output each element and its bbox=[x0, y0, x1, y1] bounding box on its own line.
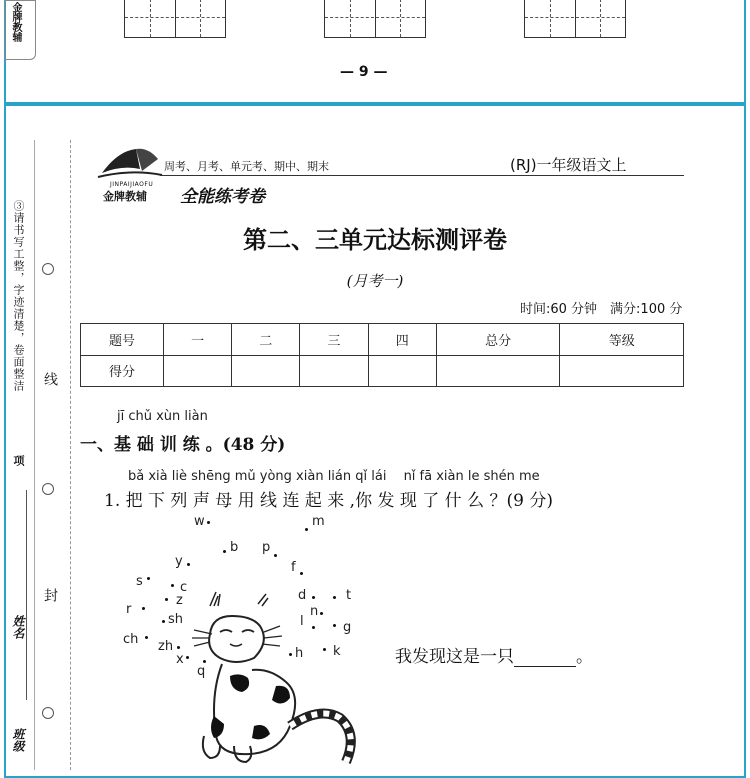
letter-b: b bbox=[230, 540, 239, 555]
logo-name: 金牌教辅 bbox=[103, 190, 147, 203]
header-cell: 二 bbox=[232, 324, 300, 356]
score-table bbox=[80, 323, 684, 387]
letter-ch: ch bbox=[123, 632, 139, 647]
answer-suffix: 。 bbox=[576, 647, 593, 667]
score-table-score-row bbox=[81, 355, 684, 387]
logo-pinyin: JINPAIJIAOFU bbox=[110, 181, 154, 188]
writing-grid-1 bbox=[124, 0, 226, 38]
section1-heading: 一、基 础 训 练 。(48 分) bbox=[80, 435, 286, 455]
letter-sh: sh bbox=[168, 612, 184, 627]
header-cell: 三 bbox=[300, 324, 368, 356]
page-number: — 9 — bbox=[340, 64, 388, 80]
score-cell[interactable] bbox=[560, 355, 684, 387]
letter-m: m bbox=[312, 514, 325, 529]
writing-grid-3 bbox=[524, 0, 626, 38]
answer-prompt bbox=[395, 642, 593, 667]
previous-side-label: 金牌教辅 bbox=[10, 2, 21, 42]
header-rule bbox=[160, 175, 684, 176]
writing-grid-2 bbox=[324, 0, 426, 38]
letter-w: w bbox=[194, 514, 205, 529]
cat-illustration bbox=[190, 586, 370, 768]
letter-f: f bbox=[291, 560, 296, 575]
binding-class-label: 班级 bbox=[11, 728, 25, 752]
letter-h: h bbox=[295, 646, 304, 661]
binding-notes: ③请书写工整，字迹清楚，卷面整洁 bbox=[12, 200, 25, 392]
score-table-header-row bbox=[81, 324, 684, 356]
page-subtitle: (月考一) bbox=[346, 272, 404, 290]
binding-item-label: 项 bbox=[12, 455, 25, 466]
answer-blank[interactable] bbox=[514, 650, 576, 667]
question1-text: 1. 把 下 列 声 母 用 线 连 起 来 ,你 发 现 了 什 么 ？(9 分) bbox=[104, 491, 553, 511]
score-cell[interactable] bbox=[164, 355, 232, 387]
letter-n: n bbox=[310, 604, 319, 619]
binding-seal-label: 封 bbox=[42, 588, 58, 602]
binding-hole bbox=[42, 707, 54, 719]
series-title: 全能练考卷 bbox=[180, 187, 265, 207]
book-info: (RJ)一年级语文上 bbox=[510, 156, 627, 174]
letter-r: r bbox=[126, 602, 132, 617]
letter-s: s bbox=[136, 574, 143, 589]
section1-pinyin: jī chǔ xùn liàn bbox=[117, 409, 208, 424]
letter-l: l bbox=[300, 614, 304, 629]
letter-p: p bbox=[262, 540, 271, 555]
exam-types: 周考、月考、单元考、期中、期末 bbox=[164, 160, 329, 173]
header-cell: 等级 bbox=[560, 324, 684, 356]
binding-line-label: 线 bbox=[42, 372, 58, 386]
header-cell: 题号 bbox=[81, 324, 164, 356]
letter-k: k bbox=[333, 644, 341, 659]
header-cell: 总分 bbox=[436, 324, 560, 356]
header-cell: 一 bbox=[164, 324, 232, 356]
letter-z: z bbox=[176, 593, 183, 608]
answer-prompt-text: 我发现这是一只 bbox=[395, 647, 514, 667]
letter-x: x bbox=[176, 652, 184, 667]
score-cell[interactable] bbox=[300, 355, 368, 387]
binding-hole bbox=[42, 483, 54, 495]
name-underline bbox=[26, 490, 27, 700]
row-label: 得分 bbox=[81, 355, 164, 387]
letter-c: c bbox=[180, 580, 188, 595]
letter-t: t bbox=[346, 588, 352, 603]
page-title: 第二、三单元达标测评卷 bbox=[243, 225, 507, 254]
question1-pinyin: bǎ xià liè shēng mǔ yòng xiàn lián qǐ lái nǐ fā xiàn le shén me bbox=[128, 469, 540, 484]
time-info: 时间:60 分钟 满分:100 分 bbox=[520, 302, 683, 317]
letter-q: q bbox=[197, 664, 206, 679]
binding-name-label: 姓名 bbox=[11, 615, 25, 639]
letter-d: d bbox=[298, 588, 307, 603]
letter-y: y bbox=[175, 554, 183, 569]
letter-zh: zh bbox=[158, 639, 174, 654]
score-cell[interactable] bbox=[436, 355, 560, 387]
letter-g: g bbox=[343, 620, 352, 635]
score-cell[interactable] bbox=[368, 355, 436, 387]
header-cell: 四 bbox=[368, 324, 436, 356]
score-cell[interactable] bbox=[232, 355, 300, 387]
